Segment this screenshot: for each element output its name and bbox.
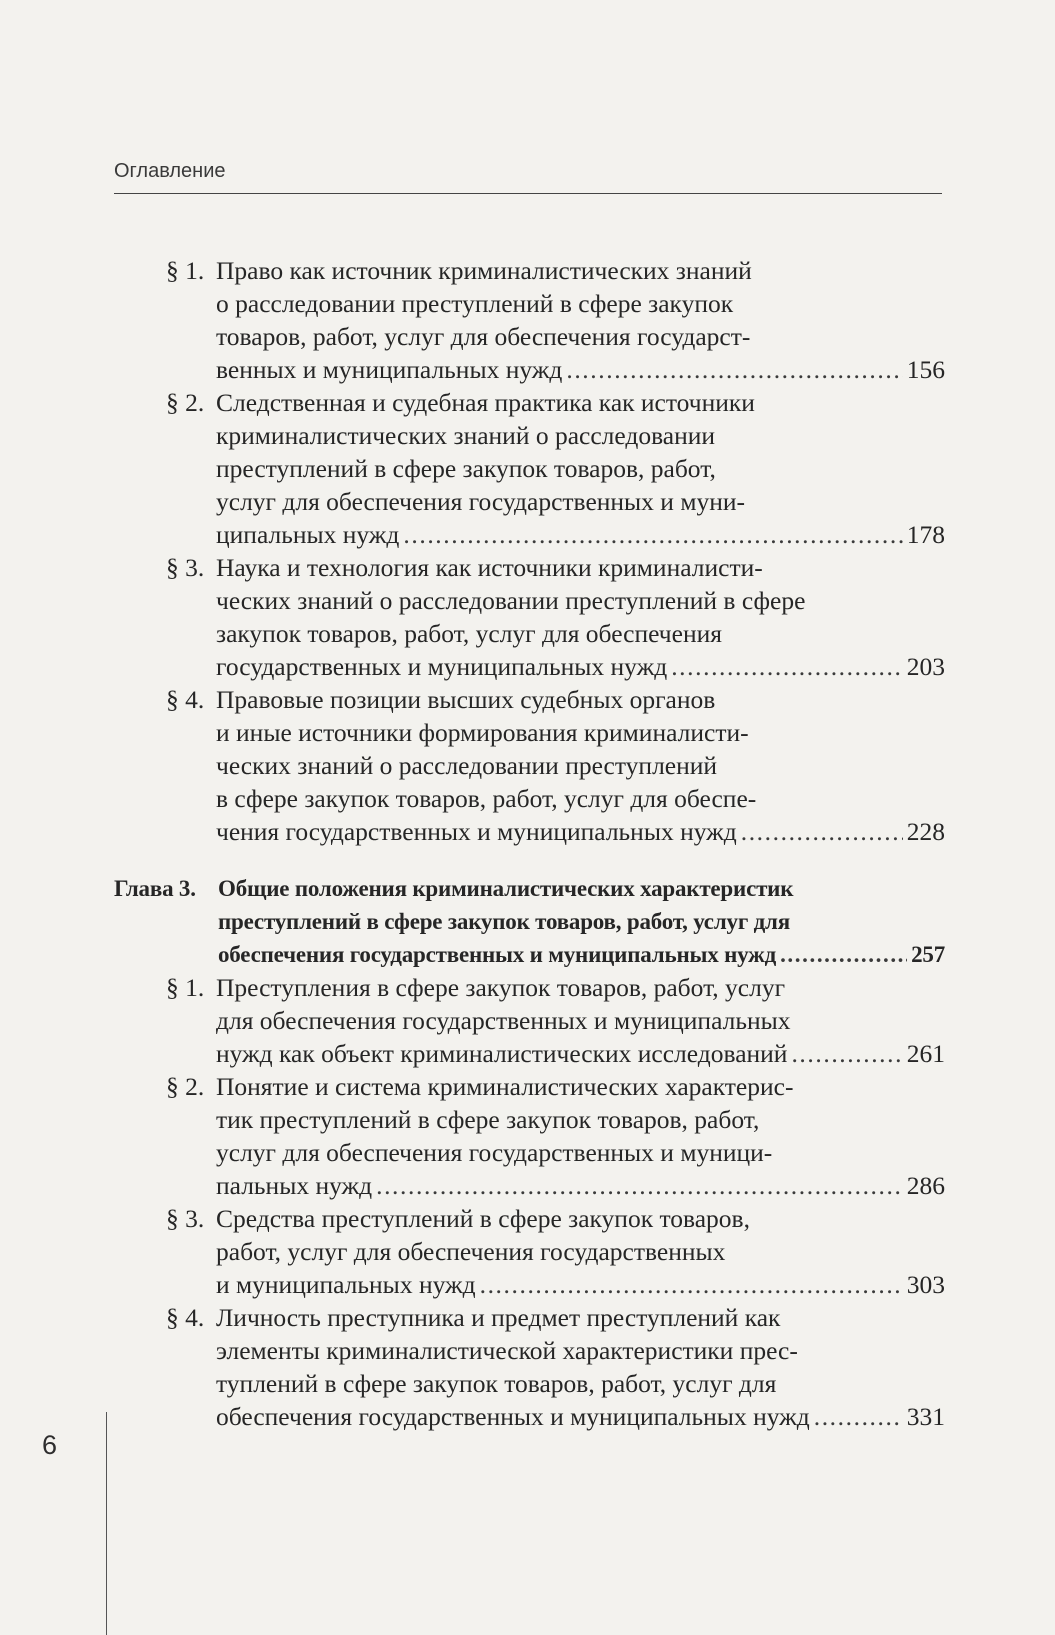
entry-title-text: и муниципальных нужд: [216, 1270, 476, 1299]
page-number: 6: [42, 1430, 58, 1460]
toc-entry-line: [216, 749, 945, 782]
toc-section-entry[interactable]: [0, 1070, 1055, 1202]
entry-title-text: преступлений в сфере закупок товаров, работ,: [216, 454, 716, 483]
section-number: § 2.: [166, 1072, 205, 1101]
entry-title-text: Средства преступлений в сфере закупок товаров,: [216, 1204, 750, 1233]
entry-title-text: венных и муниципальных нужд: [216, 355, 563, 384]
dot-leader: [566, 353, 902, 386]
dot-leader: [403, 518, 902, 551]
toc-section-entry[interactable]: [0, 1202, 1055, 1301]
toc-entry-line: [216, 1169, 945, 1202]
table-of-contents: [0, 254, 1055, 1433]
entry-title-text: Наука и технология как источники криминалисти-: [216, 553, 763, 582]
dot-leader: [791, 1037, 902, 1070]
toc-block-sections-chapter-3: [0, 971, 1055, 1433]
toc-entry-line: [216, 320, 945, 353]
toc-entry-line: [216, 518, 945, 551]
toc-entry-line: [166, 1070, 945, 1103]
entry-title-text: закупок товаров, работ, услуг для обеспечения: [216, 619, 722, 648]
entry-title-text: ческих знаний о расследовании преступлений: [216, 751, 718, 780]
entry-title-text: товаров, работ, услуг для обеспечения государст-: [216, 322, 751, 351]
entry-page-number: 286: [906, 1171, 945, 1200]
entry-title-text: Понятие и система криминалистических характерис-: [216, 1072, 794, 1101]
toc-section-entry[interactable]: [0, 1301, 1055, 1433]
entry-title-text: в сфере закупок товаров, работ, услуг для обеспе-: [216, 784, 757, 813]
toc-entry-line: [216, 353, 945, 386]
toc-section-entry[interactable]: [0, 971, 1055, 1070]
dot-leader: [741, 815, 903, 848]
entry-title-text: тик преступлений в сфере закупок товаров, работ,: [216, 1105, 760, 1134]
section-number: § 4.: [166, 1303, 205, 1332]
toc-section-entry[interactable]: [0, 551, 1055, 683]
toc-section-entry[interactable]: [0, 254, 1055, 386]
toc-entry-line: [216, 485, 945, 518]
entry-title-text: туплений в сфере закупок товаров, работ, услуг для: [216, 1369, 777, 1398]
dot-leader: [376, 1169, 903, 1202]
entry-page-number: 257: [911, 942, 945, 967]
entry-title-text: услуг для обеспечения государственных и муници-: [216, 1138, 773, 1167]
entry-title-text: государственных и муниципальных нужд: [216, 652, 668, 681]
toc-entry-line: [216, 1268, 945, 1301]
entry-title-text: Преступления в сфере закупок товаров, работ, услуг: [216, 973, 786, 1002]
entry-title-text: и иные источники формирования криминалисти-: [216, 718, 749, 747]
toc-entry-line: [216, 584, 945, 617]
toc-entry-line: [218, 905, 945, 938]
dot-leader: [671, 650, 903, 683]
toc-section-entry[interactable]: [0, 683, 1055, 848]
entry-title-text: Общие положения криминалистических характеристик: [218, 876, 794, 901]
entry-title-text: Следственная и судебная практика как источники: [216, 388, 755, 417]
entry-title-text: нужд как объект криминалистических исследований: [216, 1039, 788, 1068]
chapter-gap: [0, 848, 1055, 872]
section-number: § 1.: [166, 973, 205, 1002]
toc-entry-line: [166, 551, 945, 584]
entry-page-number: 203: [906, 652, 945, 681]
toc-entry-line: [216, 650, 945, 683]
entry-title-text: ческих знаний о расследовании преступлений в сфере: [216, 586, 806, 615]
toc-entry-line: [216, 1037, 945, 1070]
header-rule: [114, 193, 942, 194]
section-number: § 1.: [166, 256, 205, 285]
toc-entry-line: [216, 815, 945, 848]
section-number: § 4.: [166, 685, 205, 714]
entry-page-number: 228: [906, 817, 945, 846]
toc-chapter-3: [0, 872, 1055, 971]
toc-entry-line: [216, 1400, 945, 1433]
toc-block-sections-chapter-2: [0, 254, 1055, 848]
toc-entry-line: [166, 971, 945, 1004]
entry-title-text: для обеспечения государственных и муниципальных: [216, 1006, 791, 1035]
dot-leader: [480, 1268, 903, 1301]
dot-leader: [780, 938, 907, 971]
toc-entry-line: [218, 938, 945, 971]
entry-title-text: ципальных нужд: [216, 520, 400, 549]
margin-rule: [106, 1412, 107, 1635]
toc-entry-line: [216, 1235, 945, 1268]
toc-entry-line: [216, 716, 945, 749]
toc-entry-line: [166, 1202, 945, 1235]
toc-entry-line: [216, 1334, 945, 1367]
toc-entry-line: [166, 1301, 945, 1334]
entry-title-text: преступлений в сфере закупок товаров, работ, услуг для: [218, 909, 790, 934]
running-header: Оглавление: [114, 160, 226, 182]
toc-entry-line: [166, 683, 945, 716]
toc-entry-line: [216, 287, 945, 320]
entry-title-text: работ, услуг для обеспечения государственных: [216, 1237, 726, 1266]
entry-page-number: 303: [906, 1270, 945, 1299]
entry-title-text: Правовые позиции высших судебных органов: [216, 685, 716, 714]
toc-entry-line: [216, 617, 945, 650]
entry-title-text: Право как источник криминалистических знаний: [216, 256, 752, 285]
entry-title-text: обеспечения государственных и муниципальных нужд: [216, 1402, 810, 1431]
chapter-number: Глава 3.: [114, 876, 196, 901]
entry-title-text: криминалистических знаний о расследовании: [216, 421, 716, 450]
toc-entry-line: [216, 1136, 945, 1169]
entry-page-number: 178: [906, 520, 945, 549]
toc-entry-line: [166, 254, 945, 287]
entry-title-text: о расследовании преступлений в сфере закупок: [216, 289, 734, 318]
section-number: § 2.: [166, 388, 205, 417]
toc-entry-line: [216, 782, 945, 815]
entry-page-number: 331: [906, 1402, 945, 1431]
section-number: § 3.: [166, 1204, 205, 1233]
entry-title-text: чения государственных и муниципальных нужд: [216, 817, 737, 846]
entry-title-text: услуг для обеспечения государственных и муни-: [216, 487, 746, 516]
entry-page-number: 156: [906, 355, 945, 384]
toc-entry-line: [216, 1103, 945, 1136]
entry-title-text: пальных нужд: [216, 1171, 373, 1200]
toc-entry-line: [114, 872, 945, 905]
toc-entry-line: [216, 1367, 945, 1400]
entry-title-text: обеспечения государственных и муниципальных нужд: [218, 942, 777, 967]
toc-section-entry[interactable]: [0, 386, 1055, 551]
dot-leader: [814, 1400, 903, 1433]
entry-title-text: Личность преступника и предмет преступлений как: [216, 1303, 781, 1332]
toc-chapter-entry[interactable]: [0, 872, 1055, 971]
toc-entry-line: [216, 419, 945, 452]
toc-entry-line: [216, 1004, 945, 1037]
toc-entry-line: [216, 452, 945, 485]
entry-page-number: 261: [906, 1039, 945, 1068]
entry-title-text: элементы криминалистической характеристики прес-: [216, 1336, 798, 1365]
toc-entry-line: [166, 386, 945, 419]
section-number: § 3.: [166, 553, 205, 582]
